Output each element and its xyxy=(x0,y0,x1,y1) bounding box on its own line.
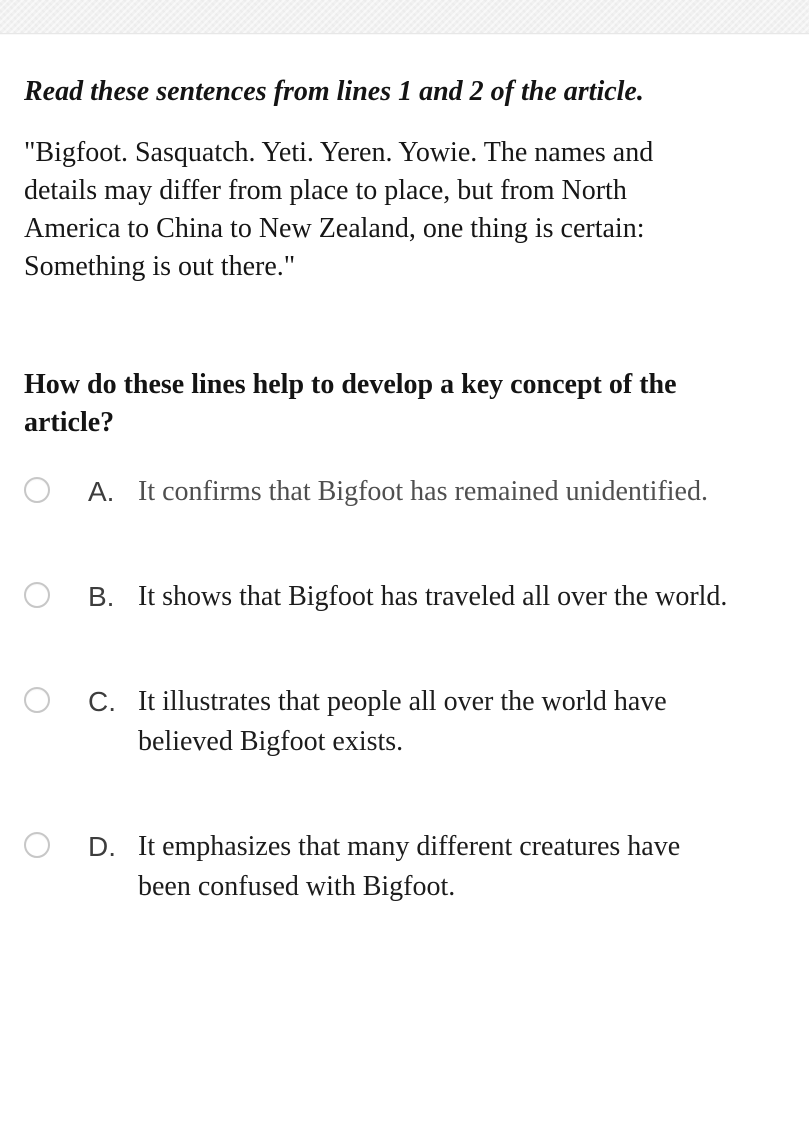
option-letter-d: D. xyxy=(88,831,116,862)
radio-option-d[interactable] xyxy=(24,832,50,858)
option-row-c[interactable] xyxy=(24,682,785,762)
radio-option-c[interactable] xyxy=(24,687,50,713)
option-text-d: It emphasizes that many different creatures have been confused with Bigfoot. xyxy=(138,831,681,902)
option-row-b[interactable] xyxy=(24,577,785,617)
answer-options xyxy=(24,472,785,907)
option-row-a[interactable] xyxy=(24,472,785,512)
option-letter-a: A. xyxy=(88,476,115,507)
option-row-d[interactable] xyxy=(24,827,785,907)
instruction-heading: Read these sentences from lines 1 and 2 of the article. xyxy=(24,76,644,107)
option-text-a: It confirms that Bigfoot has remained unidentified. xyxy=(138,476,708,507)
option-letter-b: B. xyxy=(88,581,115,612)
question-panel xyxy=(0,76,809,907)
radio-option-b[interactable] xyxy=(24,582,50,608)
top-bar xyxy=(0,0,809,34)
option-letter-c: C. xyxy=(88,686,116,717)
radio-option-a[interactable] xyxy=(24,477,50,503)
question-text: How do these lines help to develop a key concept of the article? xyxy=(24,369,677,438)
option-text-b: It shows that Bigfoot has traveled all over the world. xyxy=(138,581,728,612)
passage-quote: "Bigfoot. Sasquatch. Yeti. Yeren. Yowie. The names and details may differ from place to place, but from North America to China to New Zealand, one thing is certain: Something is out there." xyxy=(24,137,654,282)
option-text-c: It illustrates that people all over the world have believed Bigfoot exists. xyxy=(138,686,667,757)
